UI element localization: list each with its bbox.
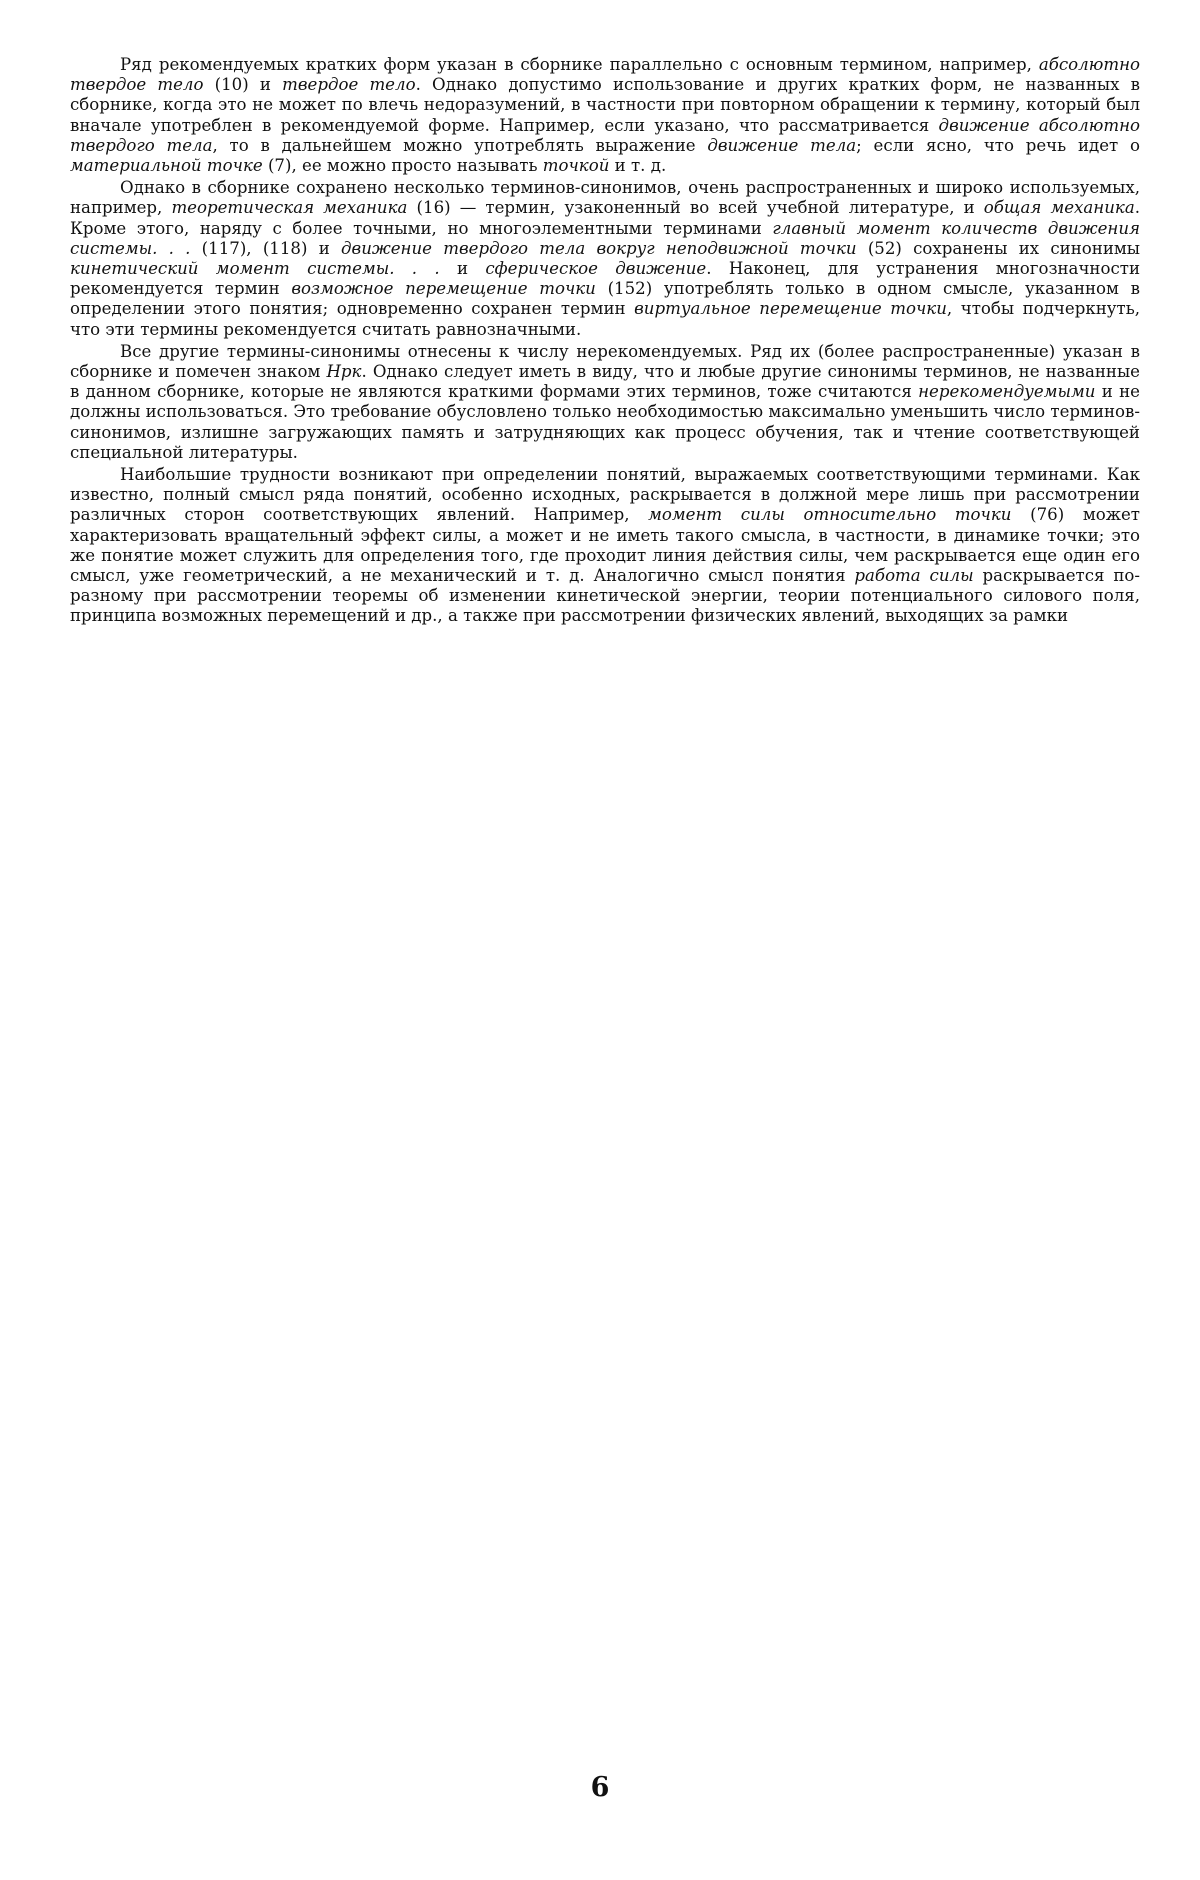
italic-term: нерекомендуемыми bbox=[918, 382, 1096, 402]
text-run: . Однако следует иметь в виду, что и любые другие синонимы терминов, не названные в данном сборнике, которые не являются краткими формами этих терминов, тоже считаются bbox=[70, 362, 1140, 402]
italic-term: момент силы относительно точки bbox=[648, 505, 1012, 525]
text-run: (10) и bbox=[203, 75, 283, 95]
text-run: Все другие термины-синонимы отнесены к числу нерекомендуемых. Ряд их (более распространенные) указан в сборнике и помечен знаком bbox=[70, 341, 1140, 382]
italic-term: материальной точке bbox=[70, 156, 263, 176]
text-run: Ряд рекомендуемых кратких форм указан в сборнике параллельно с основным термином, например, bbox=[120, 55, 1039, 74]
text-run: Наибольшие трудности возникают при определении понятий, выражаемых соответствующими терминами. Как известно, полный смысл ряда понятий, особенно исходных, раскрывается в должной мере лишь при рассмотрении различных сторон соответствующих явлений. Например, bbox=[70, 465, 1140, 525]
page-number: 6 bbox=[590, 1772, 610, 1803]
paragraph-short-forms bbox=[70, 55, 1140, 176]
text-run: , то в дальнейшем можно употреблять выражение bbox=[212, 135, 708, 155]
italic-term: возможное перемещение точки bbox=[291, 279, 596, 299]
text-run: . Наконец, для устранения многозначности рекомендуется термин bbox=[70, 259, 1141, 299]
text-run: (117), (118) и bbox=[190, 238, 342, 258]
paragraph-definitions bbox=[70, 465, 1140, 627]
italic-term: твердое тело bbox=[282, 75, 416, 95]
italic-term: главный момент количеств движения системы. . . bbox=[70, 218, 1140, 258]
text-run: . Кроме этого, наряду с более точными, но многоэлементными терминами bbox=[70, 198, 1140, 238]
italic-term: абсолютно твердое тело bbox=[70, 55, 1140, 95]
italic-term: точкой bbox=[542, 156, 610, 176]
text-run: . Однако допустимо использование и других кратких форм, не названных в сборнике, когда это не может по влечь недоразумений, в частности при повторном обращении к термину, который был вначале употреблен в рекомендуемой форме. Например, если указано, что рассматривается bbox=[70, 75, 1140, 135]
page-body bbox=[70, 55, 1140, 1815]
paragraph-synonyms bbox=[70, 178, 1140, 340]
italic-term: кинетический момент системы. . . bbox=[70, 259, 440, 279]
text-run: и не должны использоваться. Это требование обусловлено только необходимостью максимально уменьшить число терминов-синонимов, излишне загружающих память и затрудняющих как процесс обучения, так и чтение соответствующей специальной литературы. bbox=[70, 382, 1140, 462]
italic-term: движение тела bbox=[707, 135, 857, 155]
italic-term: движение абсолютно твердого тела bbox=[70, 115, 1140, 155]
text-run: раскрывается по-разному при рассмотрении теоремы об изменении кинетической энергии, теории потенциального силового поля, принципа возможных перемещений и др., а также при рассмотрении физических явлений, выходящих за рамки bbox=[70, 566, 1140, 626]
text-run: Однако в сборнике сохранено несколько терминов-синонимов, очень распространенных и широко используемых, например, bbox=[70, 178, 1140, 218]
italic-term: сферическое движение bbox=[485, 259, 707, 279]
italic-term: Нрк bbox=[326, 362, 362, 382]
italic-term: движение твердого тела вокруг неподвижной точки bbox=[341, 238, 857, 258]
text-run: ; если ясно, что речь идет о bbox=[856, 135, 1140, 155]
italic-term: виртуальное перемещение точки bbox=[634, 299, 947, 319]
italic-term: работа силы bbox=[854, 566, 974, 586]
text-run: и т. д. bbox=[609, 156, 667, 176]
text-run: , чтобы подчеркнуть, что эти термины рекомендуется считать равнозначными. bbox=[70, 299, 1141, 339]
text-run: (7), ее можно просто называть bbox=[262, 156, 543, 176]
text-run: (16) — термин, узаконенный во всей учебной литературе, и bbox=[407, 198, 984, 218]
text-run: (52) сохранены их синонимы bbox=[856, 238, 1140, 258]
text-run: (152) употреблять только в одном смысле, указанном в определении этого понятия; одновременно сохранен термин bbox=[70, 279, 1140, 319]
paragraph-non-recommended bbox=[70, 342, 1140, 463]
italic-term: теоретическая механика bbox=[171, 198, 408, 218]
text-run: (76) может характеризовать вращательный эффект силы, а может и не иметь такого смысла, в частности, в динамике точки; это же понятие может служить для определения того, где проходит линия действия силы, чем раскрывается еще один его смысл, уже геометрический, а не механический и т. д. Аналогично смысл понятия bbox=[70, 505, 1140, 586]
italic-term: общая механика bbox=[983, 198, 1135, 218]
text-run: и bbox=[439, 259, 486, 279]
